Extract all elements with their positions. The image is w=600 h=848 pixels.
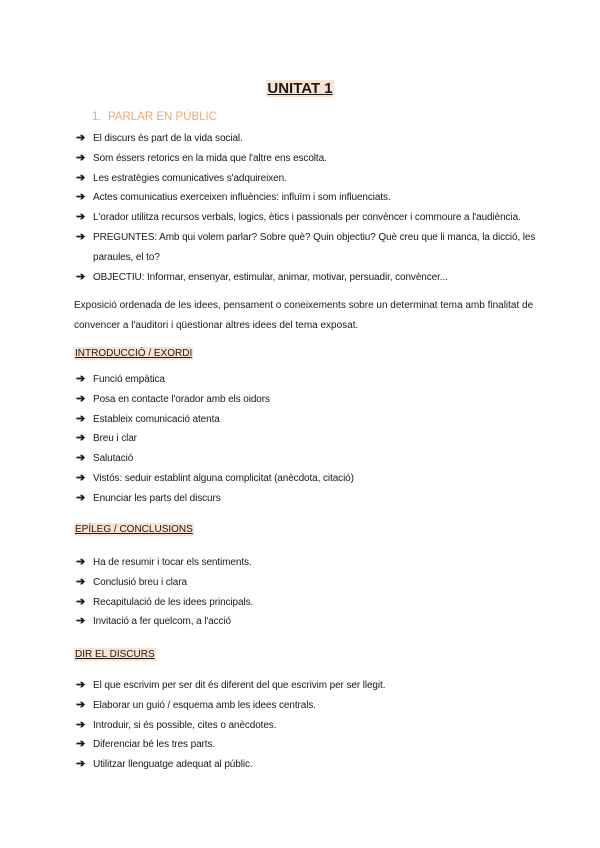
list-item-text: Salutació: [93, 453, 134, 465]
arrow-bullet-icon: ➔: [76, 211, 86, 224]
list-item: [76, 370, 546, 390]
list-item: [76, 696, 546, 716]
list-item-text: Posa en contacte l'orador amb els oidors: [93, 393, 270, 405]
arrow-bullet-icon: ➔: [76, 679, 86, 691]
list-item: [76, 169, 546, 189]
exordi-heading: INTRODUCCIÓ / EXORDI: [75, 348, 193, 359]
list-item: [76, 489, 546, 509]
list-item: [76, 676, 546, 696]
arrow-bullet-icon: ➔: [76, 270, 86, 283]
list-item-text: Les estratègies comunicatives s'adquireixen.: [93, 172, 287, 184]
list-item-text: El que escrivim per ser dit és diferent del que escrivim per ser llegit.: [93, 680, 386, 691]
arrow-bullet-icon: ➔: [76, 556, 86, 568]
list-item: [76, 228, 546, 268]
list-item-text: Vistós: seduir establint alguna complicitat (anècdota, citació): [93, 472, 354, 484]
list-item-text: Recapitulació de les idees principals.: [93, 596, 254, 608]
section-number: 1.: [92, 111, 102, 123]
arrow-bullet-icon: ➔: [76, 718, 86, 731]
list-item-text: Som éssers retorics en la mida que l'altre ens escolta.: [93, 152, 327, 164]
list-item: [76, 149, 546, 169]
dir-list: [76, 676, 546, 775]
arrow-bullet-icon: ➔: [76, 595, 86, 608]
list-item-text: Elaborar un guió / esquema amb les idees centrals.: [93, 699, 316, 711]
list-item-text: Conclusió breu i clara: [93, 576, 187, 588]
arrow-bullet-icon: ➔: [76, 132, 86, 144]
page-title: UNITAT 1: [267, 80, 333, 97]
arrow-bullet-icon: ➔: [76, 698, 86, 711]
intro-list: [76, 129, 546, 287]
arrow-bullet-icon: ➔: [76, 491, 86, 504]
arrow-bullet-icon: ➔: [76, 151, 86, 164]
list-item: [76, 390, 546, 410]
definition-paragraph: Exposició ordenada de les idees, pensament o coneixements sobre un determinat tema amb finalitat de convencer a l'auditori i qüestionar altres idees del tema exposat.: [74, 300, 534, 331]
list-item-text: Introduir, si és possible, cites o anècdotes.: [93, 719, 277, 731]
list-item: [76, 208, 546, 228]
list-item-text: Ha de resumir i tocar els sentiments.: [93, 557, 252, 568]
list-item-text: L'orador utilitza recursos verbals, logics, ètics i passionals per convèncer i commoure a l'audiència.: [93, 212, 521, 224]
epileg-list: [76, 553, 546, 632]
arrow-bullet-icon: ➔: [76, 738, 86, 751]
epileg-heading: EPÍLEG / CONCLUSIONS: [75, 524, 193, 535]
list-item-text: Diferenciar bé les tres parts.: [93, 739, 216, 751]
arrow-bullet-icon: ➔: [76, 412, 86, 425]
list-item: [76, 553, 546, 573]
list-item: [76, 129, 546, 149]
arrow-bullet-icon: ➔: [76, 758, 86, 771]
arrow-bullet-icon: ➔: [76, 471, 86, 484]
list-item: [76, 612, 546, 632]
list-item: [76, 188, 546, 208]
list-item: [76, 268, 546, 288]
list-item: [76, 410, 546, 430]
list-item: [76, 449, 546, 469]
arrow-bullet-icon: ➔: [76, 452, 86, 465]
list-item-text: PREGUNTES: Amb qui volem parlar? Sobre què? Quin objectiu? Què creu que li manca, la dicció, les paraules, el to?: [93, 231, 536, 263]
list-item: [76, 755, 546, 775]
list-item-text: El discurs és part de la vida social.: [93, 133, 243, 144]
list-item-text: Enunciar les parts del discurs: [93, 492, 221, 504]
section-label: PARLAR EN PÚBLIC: [107, 111, 218, 123]
list-item-text: OBJECTIU: Informar, ensenyar, estimular, animar, motivar, persuadir, convèncer...: [93, 271, 448, 283]
arrow-bullet-icon: ➔: [76, 392, 86, 405]
arrow-bullet-icon: ➔: [76, 171, 86, 184]
exordi-list: [76, 370, 546, 509]
list-item-text: Invitació a fer quelcom, a l'acció: [93, 616, 232, 628]
list-item: [76, 469, 546, 489]
dir-heading: DIR EL DISCURS: [75, 649, 155, 660]
section-heading: [92, 111, 217, 123]
arrow-bullet-icon: ➔: [76, 230, 86, 243]
list-item-text: Estableix comunicació atenta: [93, 413, 220, 425]
list-item-text: Breu i clar: [93, 433, 137, 445]
list-item: [76, 593, 546, 613]
list-item: [76, 573, 546, 593]
list-item-text: Funció empàtica: [93, 374, 165, 385]
list-item-text: Utilitzar llenguatge adequat al públic.: [93, 759, 253, 771]
arrow-bullet-icon: ➔: [76, 615, 86, 628]
arrow-bullet-icon: ➔: [76, 373, 86, 385]
list-item: [76, 429, 546, 449]
list-item: [76, 735, 546, 755]
arrow-bullet-icon: ➔: [76, 432, 86, 445]
arrow-bullet-icon: ➔: [76, 575, 86, 588]
list-item-text: Actes comunicatius exerceixen influències: influïm i som influenciats.: [93, 192, 391, 204]
list-item: [76, 716, 546, 736]
arrow-bullet-icon: ➔: [76, 191, 86, 204]
